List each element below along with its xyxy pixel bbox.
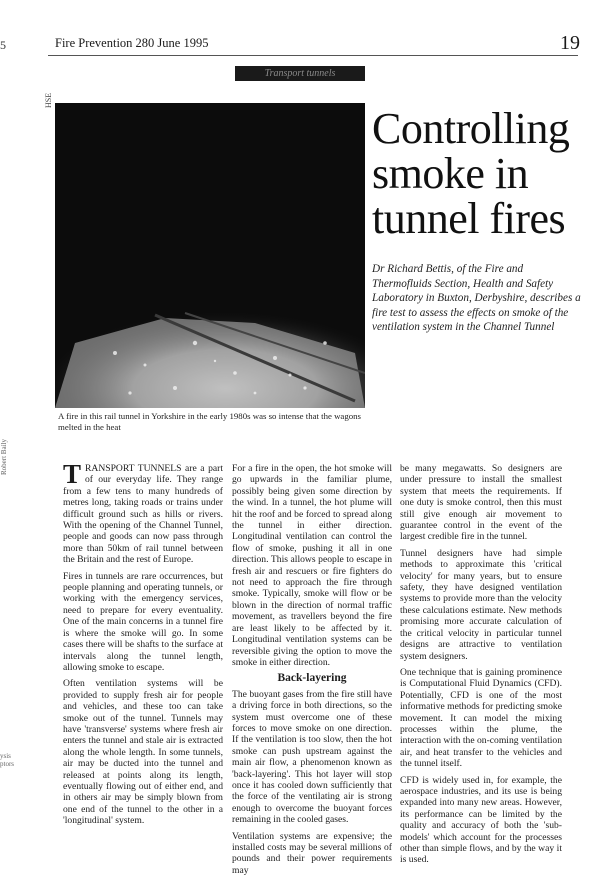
body-column-3: [400, 463, 562, 871]
paragraph-text: RANSPORT TUNNELS are a part of our everyday life. They range from a few tens to many hundreds of metres long, taking roads or trains under difficult ground such as hills or rivers. With the opening of the Channel Tunnel, people and goods can now pass through more than 50km of rail tunnel between the Britain and the rest of Europe.: [63, 463, 223, 566]
paragraph: One technique that is gaining prominence is Computational Fluid Dynamics (CFD). Potentially, CFD is one of the most informative methods for predicting smoke movement. It can model the mixing processes within the plume, the interaction with the on-coming ventilation air, and heat transfer to the vehicles and the tunnel itself.: [400, 666, 562, 770]
paragraph: Tunnel designers have had simple methods to approximate this 'critical velocity' for many years, but to ensure safety, they have designed ventilation systems to provide more than the velocity these calculations estimate. New methods promising more accurate calculation of the critical velocity in particular tunnel designs are attractive to ventilation system designers.: [400, 547, 562, 662]
paragraph: Often ventilation systems will be provided to supply fresh air for people and vehicles, and these too can take smoke out of the tunnel. Tunnels may have 'transverse' systems where fresh air enters the tunnel and stale air is extracted along the whole length. In some tunnels, air may be ducted into the tunnel and released at points along its length, eventually flowing out of either end, and in others air may be simply blown from one end of the tunnel to the other in a 'longitudinal' system.: [63, 678, 223, 827]
article-standfirst: Dr Richard Bettis, of the Fire and Thermofluids Section, Health and Safety Laboratory in Buxton, Derbyshire, describes a fire test to assess the effects on smoke of the ventilation system in the Channel Tunnel: [372, 263, 581, 334]
paragraph: Fires in tunnels are rare occurrences, but people planning and operating tunnels, or working with the emergency services, need to prepare for every eventuality. One of the main concerns in a tunnel fire is where the smoke will go. In some cases there will be shafts to the surface at intervals along the tunnel length, allowing smoke to escape.: [63, 570, 223, 673]
header-rule: [48, 55, 578, 56]
paragraph: The buoyant gases from the fire still have a driving force in both directions, so the system must overcome one of these forces to move smoke on one direction. If the ventilation is too slow, then the hot smoke can push upstream against the main air flow, a phenomenon known as 'back-layering'. This hot layer will stop once it has cooled down sufficiently that the force of the ventilating air is strong enough to overcome the buoyant forces remaining in the cooled gases.: [232, 688, 392, 826]
tunnel-photo-illustration: [55, 103, 365, 408]
drop-cap: T: [63, 459, 82, 489]
subheading: Back-layering: [277, 672, 347, 685]
tunnel-fire-photo: [55, 103, 365, 408]
article-title: Controlling smoke in tunnel fires: [372, 104, 570, 243]
photo-caption: A fire in this rail tunnel in Yorkshire in the early 1980s was so intense that the wagons melted in the heat: [58, 411, 361, 432]
margin-credit: Robert Baily: [0, 439, 8, 475]
paragraph-intro: [63, 459, 223, 566]
paragraph: Ventilation systems are expensive; the installed costs may be several millions of pounds and their power requirements may: [232, 830, 392, 876]
section-label: Transport tunnels: [235, 66, 365, 81]
margin-fragment: ysis ptors: [0, 752, 14, 768]
photo-credit: HSE: [44, 92, 53, 108]
paragraph: CFD is widely used in, for example, the aerospace industries, and its use is being expanded into many new areas. However, its performance can be limited by the quality and accuracy of both the 'sub-models' which account for the processes other than simple flows, and by the way it is used.: [400, 774, 562, 866]
page-number: 19: [560, 32, 580, 54]
adjacent-page-fragment: 5: [0, 38, 6, 52]
body-column-2: [232, 463, 392, 881]
body-column-1: [63, 459, 223, 832]
paragraph: be many megawatts. So designers are under pressure to install the smallest system that meets the requirements. If one duty is smoke control, then this must still give enough air movement to guarantee control in the event of the largest credible fire in the tunnel.: [400, 463, 562, 543]
journal-header: Fire Prevention 280 June 1995: [55, 36, 209, 50]
paragraph: For a fire in the open, the hot smoke will go upwards in the familiar plume, possibly being given some direction by the wind. In a tunnel, the hot plume will hit the roof and be forced to spread along the tunnel in either direction. Longitudinal ventilation can control the flow of smoke, pushing it all in one direction. This allows people to escape in fresh air and rescuers or fire fighters do not need to approach the fire through smoke. Typically, smoke will flow or be blown in the direction of normal traffic movement, as travellers beyond the fire are least likely to be affected by it. Longitudinal ventilation systems can be reversible giving the option to move the smoke in either direction.: [232, 463, 392, 668]
